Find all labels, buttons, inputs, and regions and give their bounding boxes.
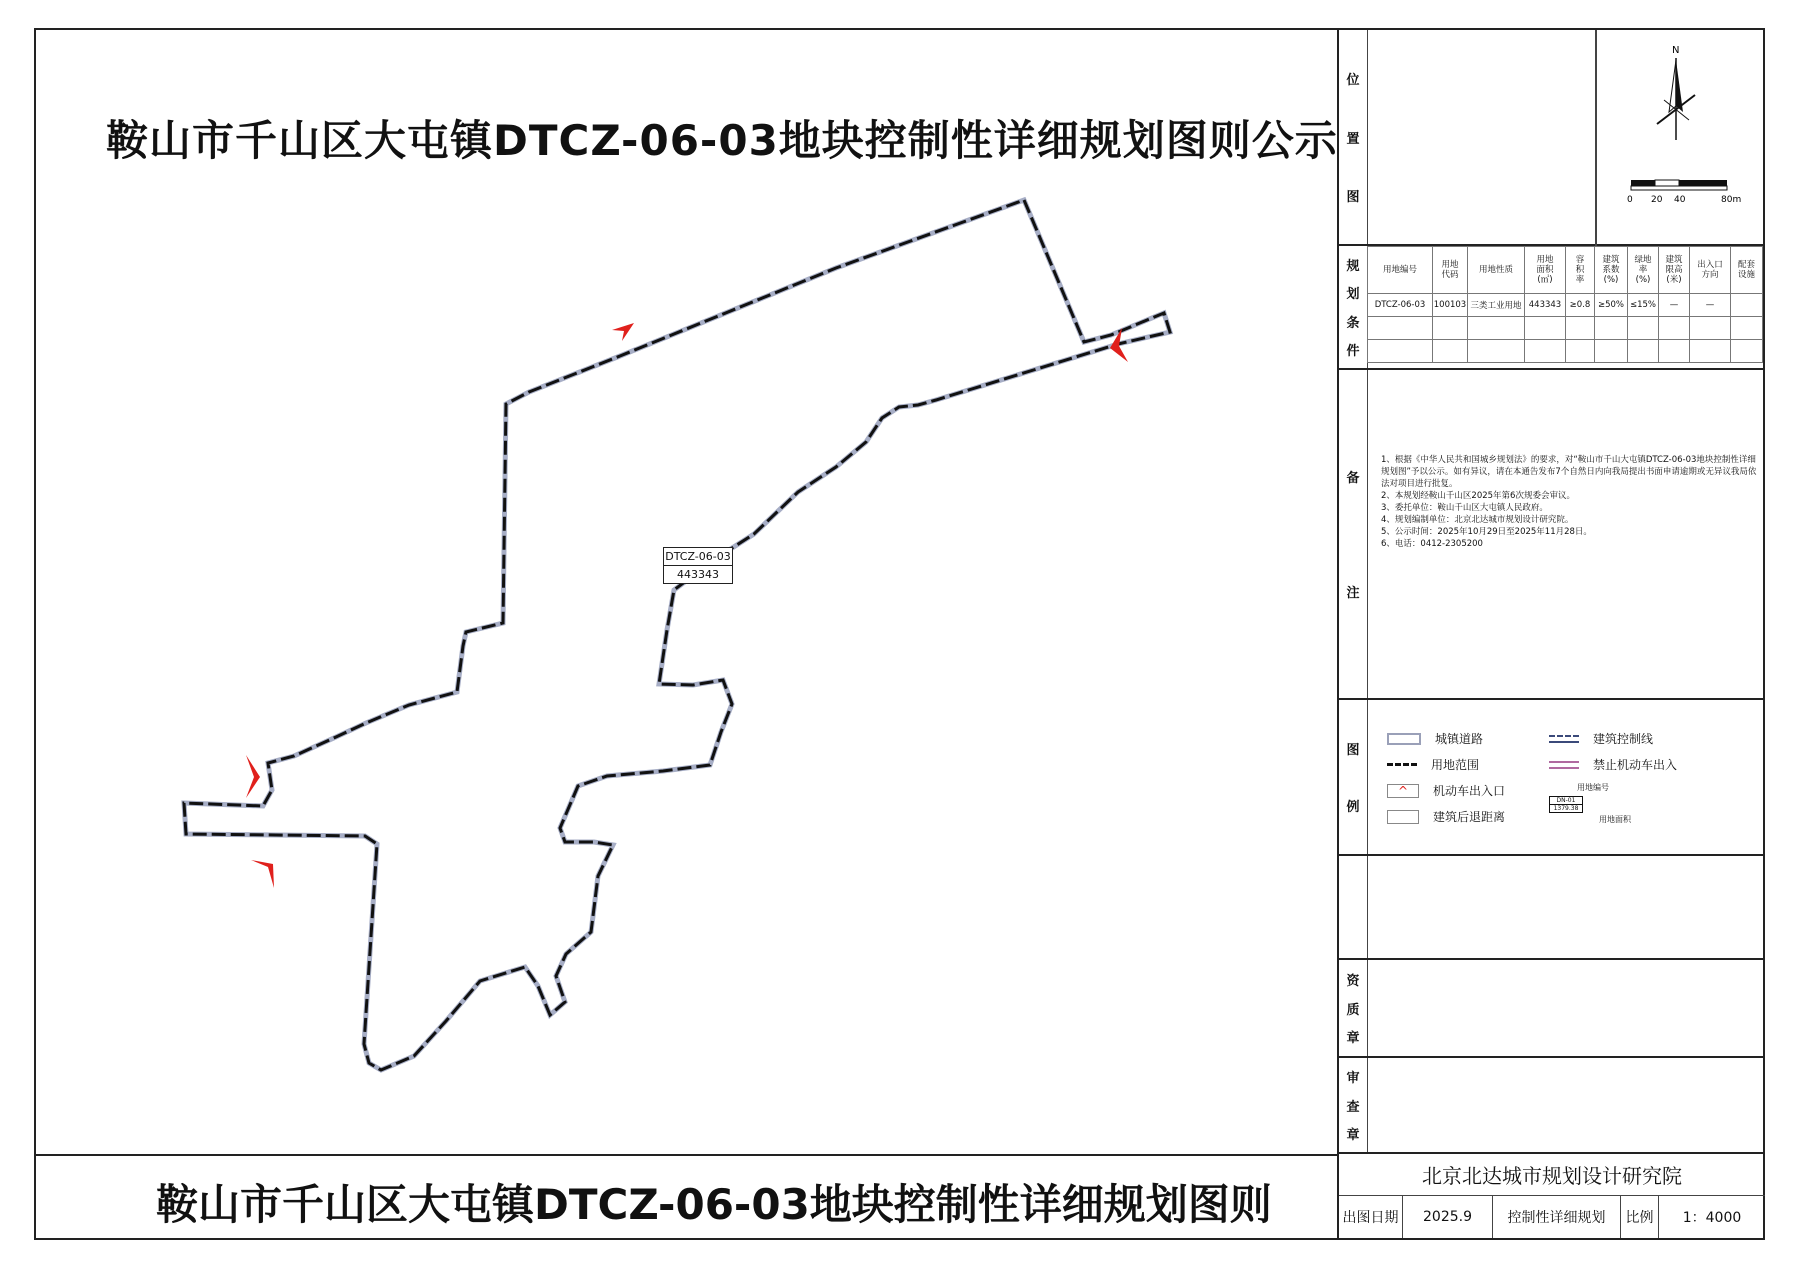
remarks-label: 备 注 — [1339, 370, 1368, 698]
scale-tick-80: 80m — [1721, 195, 1742, 205]
remarks-section — [1339, 370, 1765, 700]
no-entry-swatch — [1549, 761, 1579, 769]
table-cell: — — [1659, 294, 1690, 317]
parcel-id: DTCZ-06-03 — [665, 550, 731, 563]
legend-section — [1339, 700, 1765, 856]
planning-conditions-label: 规 划 条 件 — [1339, 246, 1368, 368]
boundary-swatch — [1387, 763, 1417, 766]
header-cell: 配套 设施 — [1731, 247, 1763, 294]
table-cell: ≥0.8 — [1566, 294, 1595, 317]
setback-swatch — [1387, 810, 1419, 824]
location-divider — [1595, 30, 1597, 246]
review-stamp-section — [1339, 1058, 1765, 1154]
table-cell — [1731, 294, 1763, 317]
map-title: 鞍山市千山区大屯镇DTCZ-06-03地块控制性详细规划图则公示 — [106, 116, 1338, 165]
footer-info-row — [1339, 1196, 1765, 1238]
entrance-arrow-west — [246, 755, 260, 798]
header-cell: 容 积 率 — [1566, 247, 1595, 294]
entrance-arrow-southwest — [251, 860, 274, 888]
legend-label: 图 例 — [1339, 700, 1368, 854]
table-cell: 100103 — [1433, 294, 1468, 317]
date-value: 2025.9 — [1403, 1196, 1493, 1238]
north-letter: N — [1672, 45, 1680, 56]
scale-label: 比例 — [1621, 1196, 1659, 1238]
location-section — [1339, 30, 1765, 246]
map-area — [36, 30, 1337, 1154]
control-line-swatch — [1549, 735, 1579, 743]
legend-setback: 建筑后退距离 — [1387, 808, 1505, 825]
remark-line: 2、本规划经鞍山千山区2025年第6次规委会审议。 — [1381, 491, 1575, 501]
plan-type: 控制性详细规划 — [1493, 1196, 1621, 1238]
location-label: 位 置 图 — [1339, 30, 1368, 244]
header-cell: 绿地 率 (%) — [1628, 247, 1659, 294]
remark-line: 6、电话：0412-2305200 — [1381, 539, 1483, 549]
table-row — [1368, 317, 1763, 340]
remark-line: 5、公示时间：2025年10月29日至2025年11月28日。 — [1381, 527, 1592, 537]
remarks-notes — [1381, 454, 1761, 550]
legend-road: 城镇道路 — [1387, 730, 1483, 747]
scale-tick-40: 40 — [1674, 195, 1686, 205]
planning-conditions-table — [1367, 246, 1763, 363]
table-cell: 443343 — [1525, 294, 1566, 317]
header-cell: 用地性质 — [1468, 247, 1525, 294]
review-label: 审 查 章 — [1339, 1058, 1368, 1152]
remark-line: 1、根据《中华人民共和国城乡规划法》的要求，对“鞍山市千山大屯镇DTCZ-06-03地块控制性详细规划图”予以公示。如有异议，请在本通告发布7个自然日内向我局提出书面申请逾期或无异议我局依法对项目进行批复。 — [1381, 455, 1757, 489]
legend-sample: 用地编号 DN-01 1379.38 用地面积 — [1549, 782, 1709, 832]
scale-value: 1：4000 — [1682, 1210, 1742, 1226]
bottom-title: 鞍山市千山区大屯镇DTCZ-06-03地块控制性详细规划图则 — [156, 1180, 1272, 1229]
scale-tick-0: 0 — [1627, 195, 1633, 205]
bottom-title-bar — [36, 1154, 1337, 1238]
sample-box: DN-01 1379.38 — [1549, 796, 1583, 813]
parcel-area: 443343 — [664, 565, 732, 583]
side-panel — [1337, 30, 1763, 1238]
table-cell: DTCZ-06-03 — [1368, 294, 1433, 317]
blank-section — [1339, 856, 1765, 960]
table-header-row — [1368, 247, 1763, 294]
legend-no-entry: 禁止机动车出入 — [1549, 756, 1677, 773]
table-cell: 三类工业用地 — [1468, 294, 1525, 317]
north-arrow-icon — [1609, 40, 1759, 230]
date-label: 出图日期 — [1339, 1196, 1403, 1238]
road-swatch — [1387, 733, 1421, 745]
qualification-stamp-section — [1339, 960, 1765, 1058]
planning-conditions-section — [1339, 246, 1765, 370]
stamp-label: 资 质 章 — [1339, 960, 1368, 1056]
scale-tick-20: 20 — [1651, 195, 1663, 205]
entrance-arrow-north — [612, 323, 634, 341]
table-cell: ≥50% — [1595, 294, 1628, 317]
table-cell: ≤15% — [1628, 294, 1659, 317]
table-cell: — — [1690, 294, 1731, 317]
institute-name: 北京北达城市规划设计研究院 — [1339, 1154, 1765, 1196]
parcel-road-outline — [184, 200, 1170, 1070]
table-row — [1368, 294, 1763, 317]
header-cell: 用地编号 — [1368, 247, 1433, 294]
legend-boundary: 用地范围 — [1387, 756, 1479, 773]
remark-line: 4、规划编制单位：北京北达城市规划设计研究院。 — [1381, 515, 1574, 525]
parcel-label — [663, 547, 733, 584]
entrance-icon: ^ — [1387, 784, 1419, 798]
header-cell: 建筑 限高 (米) — [1659, 247, 1690, 294]
remark-line: 3、委托单位：鞍山千山区大屯镇人民政府。 — [1381, 503, 1548, 513]
header-cell: 用地 面积 (㎡) — [1525, 247, 1566, 294]
parcel-map — [36, 30, 1337, 1154]
header-cell: 用地 代码 — [1433, 247, 1468, 294]
legend-entrance: ^ 机动车出入口 — [1387, 782, 1505, 799]
header-cell: 建筑 系数 (%) — [1595, 247, 1628, 294]
table-row — [1368, 340, 1763, 363]
header-cell: 出入口 方向 — [1690, 247, 1731, 294]
legend-control-line: 建筑控制线 — [1549, 730, 1653, 747]
